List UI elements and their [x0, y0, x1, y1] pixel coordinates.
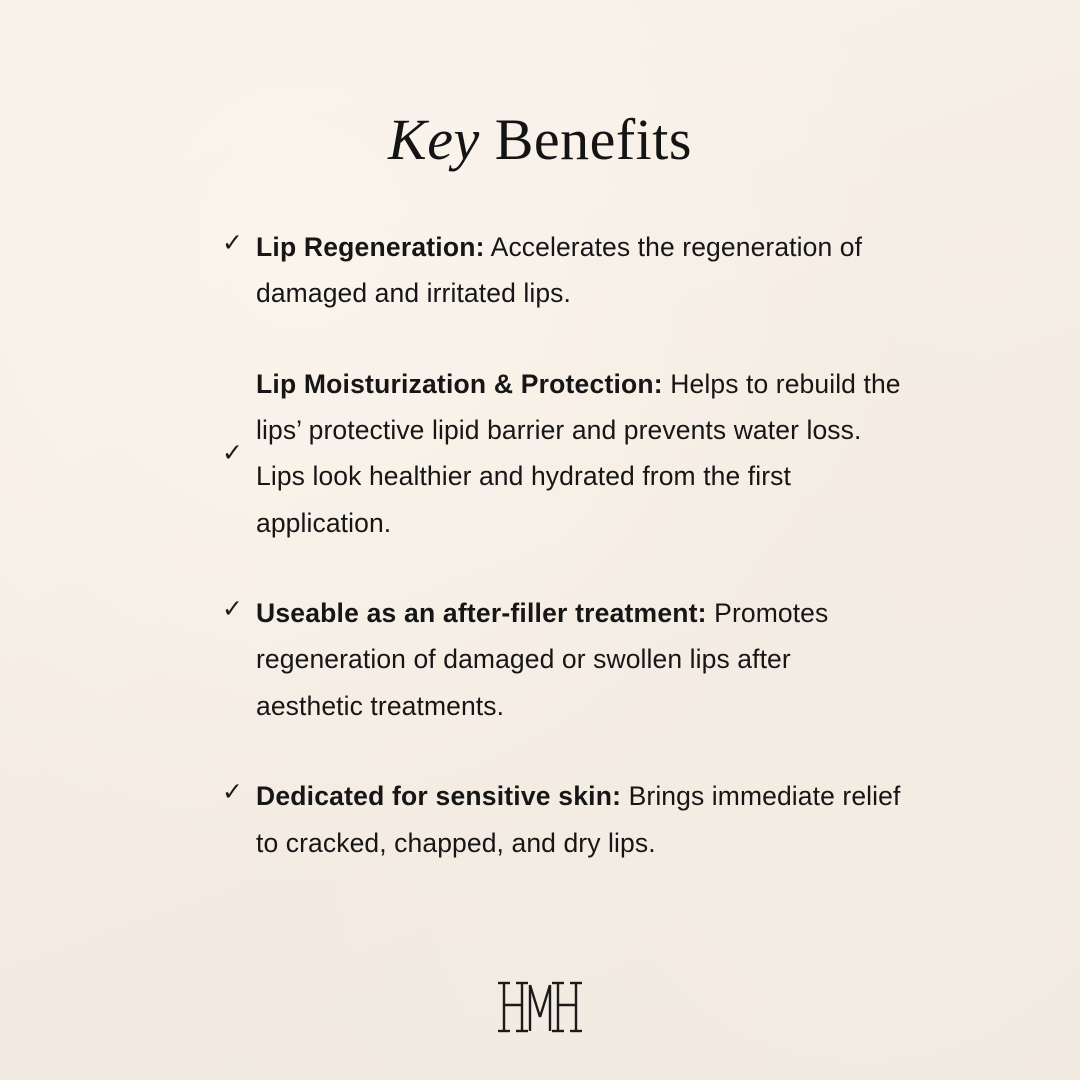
- benefit-body: Helps to rebuild the lips’ protective lipid barrier and prevents water loss. Lips look healthier and hydrated from the first application.: [256, 368, 901, 538]
- benefit-lead: Useable as an after-filler treatment:: [256, 598, 707, 629]
- check-icon: ✓: [222, 777, 243, 807]
- brand-logo: [0, 979, 1080, 1040]
- benefit-text: [256, 590, 902, 729]
- check-icon: ✓: [222, 227, 243, 257]
- page-title-accent: Key: [388, 107, 480, 172]
- benefit-text: [256, 773, 902, 866]
- benefit-lead: Lip Moisturization & Protection:: [256, 368, 663, 399]
- benefit-body: Brings immediate relief to cracked, chapped, and dry lips.: [256, 781, 901, 858]
- benefit-body: Promotes regeneration of damaged or swollen lips after aesthetic treatments.: [256, 598, 829, 721]
- list-item: [222, 773, 902, 866]
- benefit-text: [256, 361, 902, 547]
- benefit-body: Accelerates the regeneration of damaged and irritated lips.: [256, 231, 863, 309]
- hmh-monogram-icon: [494, 979, 586, 1035]
- check-icon: ✓: [222, 594, 243, 624]
- page-title: [0, 0, 1080, 172]
- page-title-rest: Benefits: [479, 107, 692, 172]
- list-item: [222, 224, 902, 317]
- benefit-lead: Lip Regeneration:: [256, 231, 485, 262]
- benefit-text: [256, 224, 902, 317]
- list-item: [222, 361, 902, 547]
- list-item: [222, 590, 902, 729]
- benefit-lead: Dedicated for sensitive skin:: [256, 781, 622, 812]
- check-icon: ✓: [222, 437, 243, 467]
- benefits-list: [222, 172, 902, 866]
